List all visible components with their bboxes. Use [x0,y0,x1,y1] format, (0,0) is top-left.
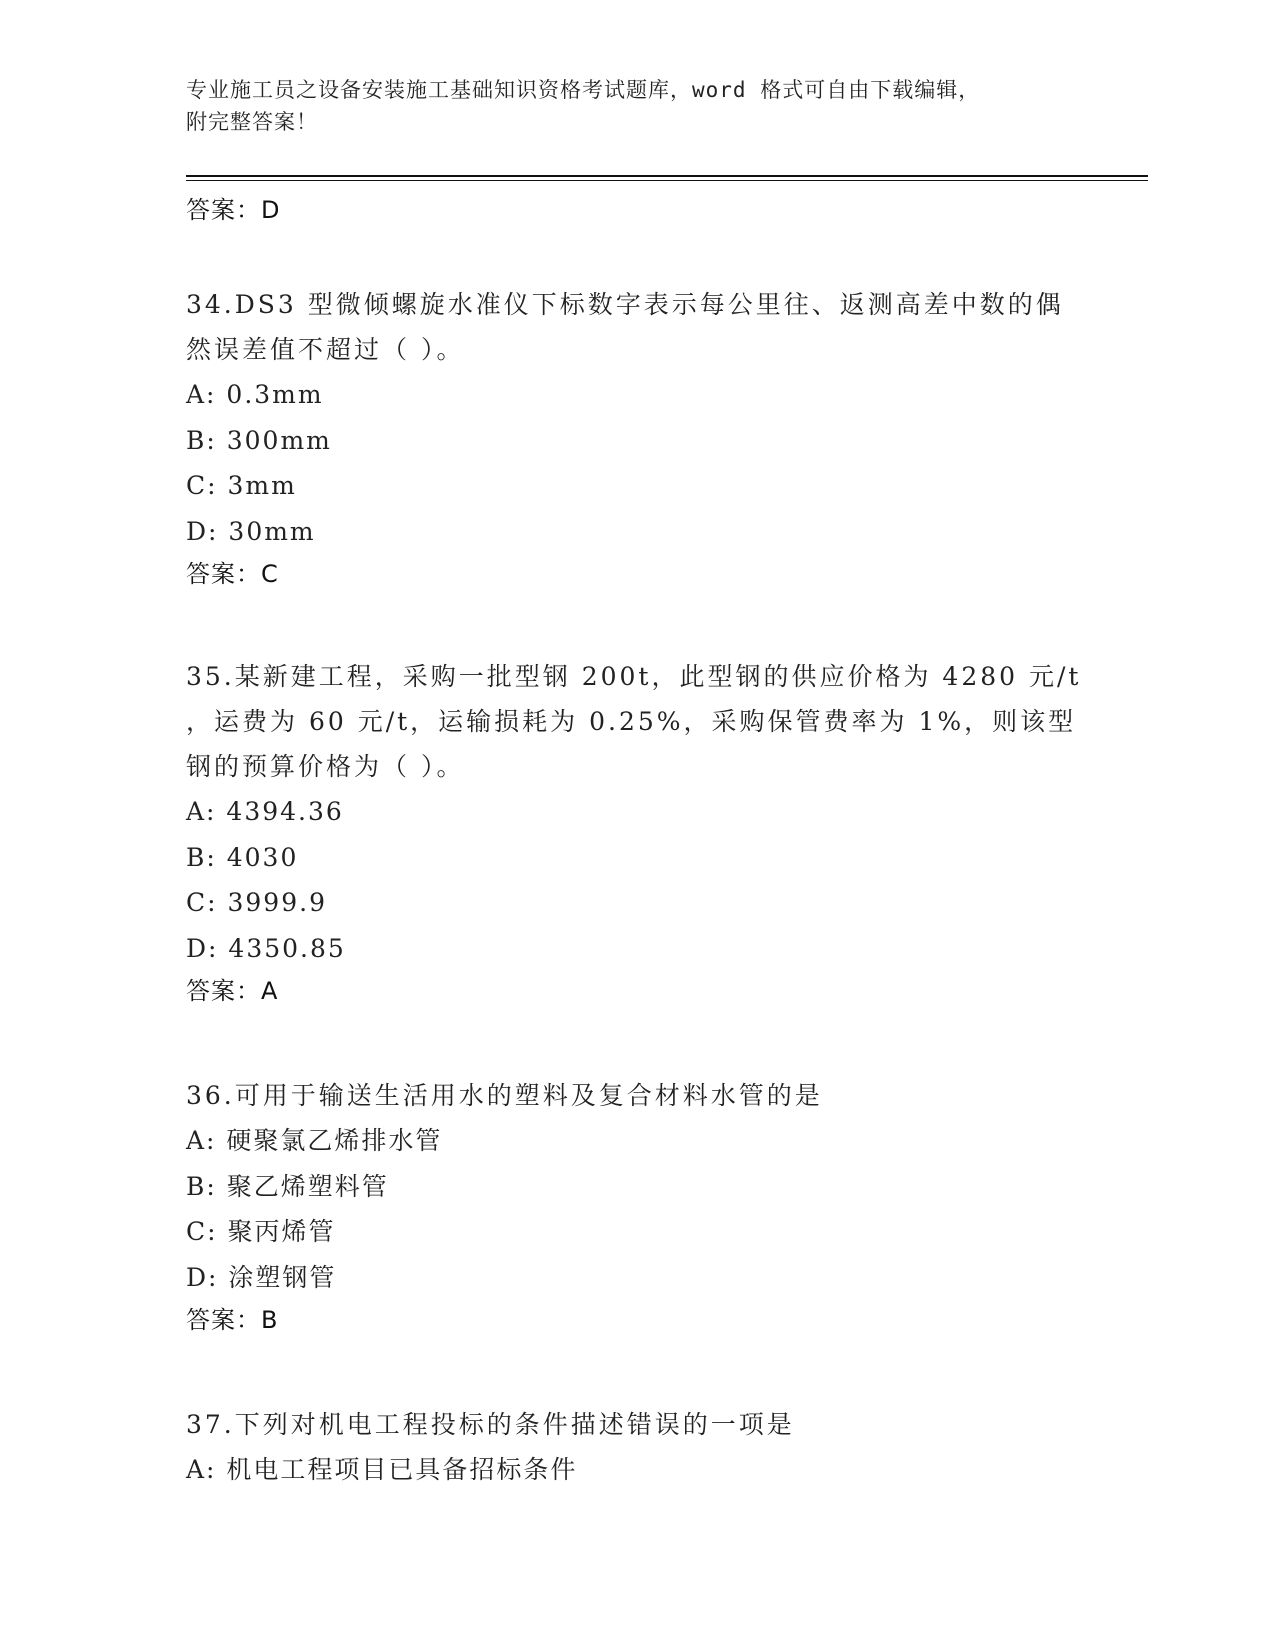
option-b: B: 4030 [186,842,299,872]
option-a: A: 0.3mm [186,380,324,409]
question-stem-line: 然误差值不超过（ ）。 [186,335,465,364]
question-34 [186,282,1086,594]
option-d: D: 30mm [186,516,316,546]
header-divider-thick [186,175,1148,177]
option-d: D: 4350.85 [186,933,346,963]
option-b: B: 聚乙烯塑料管 [186,1171,389,1201]
option-a: A: 硬聚氯乙烯排水管 [186,1126,443,1155]
question-answer: 答案：B [186,1306,279,1334]
document-header [186,74,1066,138]
header-line-1: 专业施工员之设备安装施工基础知识资格考试题库，word 格式可自由下载编辑， [186,78,981,102]
option-c: C: 3999.9 [186,888,327,917]
question-answer: 答案：A [186,977,279,1005]
question-37 [186,1402,1086,1493]
header-divider-thin [186,180,1148,181]
question-stem-line: 37.下列对机电工程投标的条件描述错误的一项是 [186,1410,795,1439]
option-a: A: 机电工程项目已具备招标条件 [186,1455,578,1484]
option-d: D: 涂塑钢管 [186,1262,337,1292]
question-stem-line: 36.可用于输送生活用水的塑料及复合材料水管的是 [186,1081,823,1110]
option-b: B: 300mm [186,425,332,455]
header-line-2: 附完整答案！ [186,110,318,134]
previous-answer: 答案：D [186,196,281,224]
question-stem-line: 34.DS3 型微倾螺旋水准仪下标数字表示每公里往、返测高差中数的偶 [186,290,1064,319]
option-a: A: 4394.36 [186,797,344,826]
question-stem-line: ，运费为 60 元/t，运输损耗为 0.25%，采购保管费率为 1%，则该型 [186,707,1077,736]
question-list [186,190,1086,1493]
option-c: C: 3mm [186,471,297,500]
question-36 [186,1073,1086,1340]
question-answer: 答案：C [186,560,279,588]
question-stem-line: 钢的预算价格为（ ）。 [186,752,465,781]
question-35 [186,654,1086,1011]
option-c: C: 聚丙烯管 [186,1217,336,1246]
question-stem-line: 35.某新建工程，采购一批型钢 200t，此型钢的供应价格为 4280 元/t [186,662,1082,691]
